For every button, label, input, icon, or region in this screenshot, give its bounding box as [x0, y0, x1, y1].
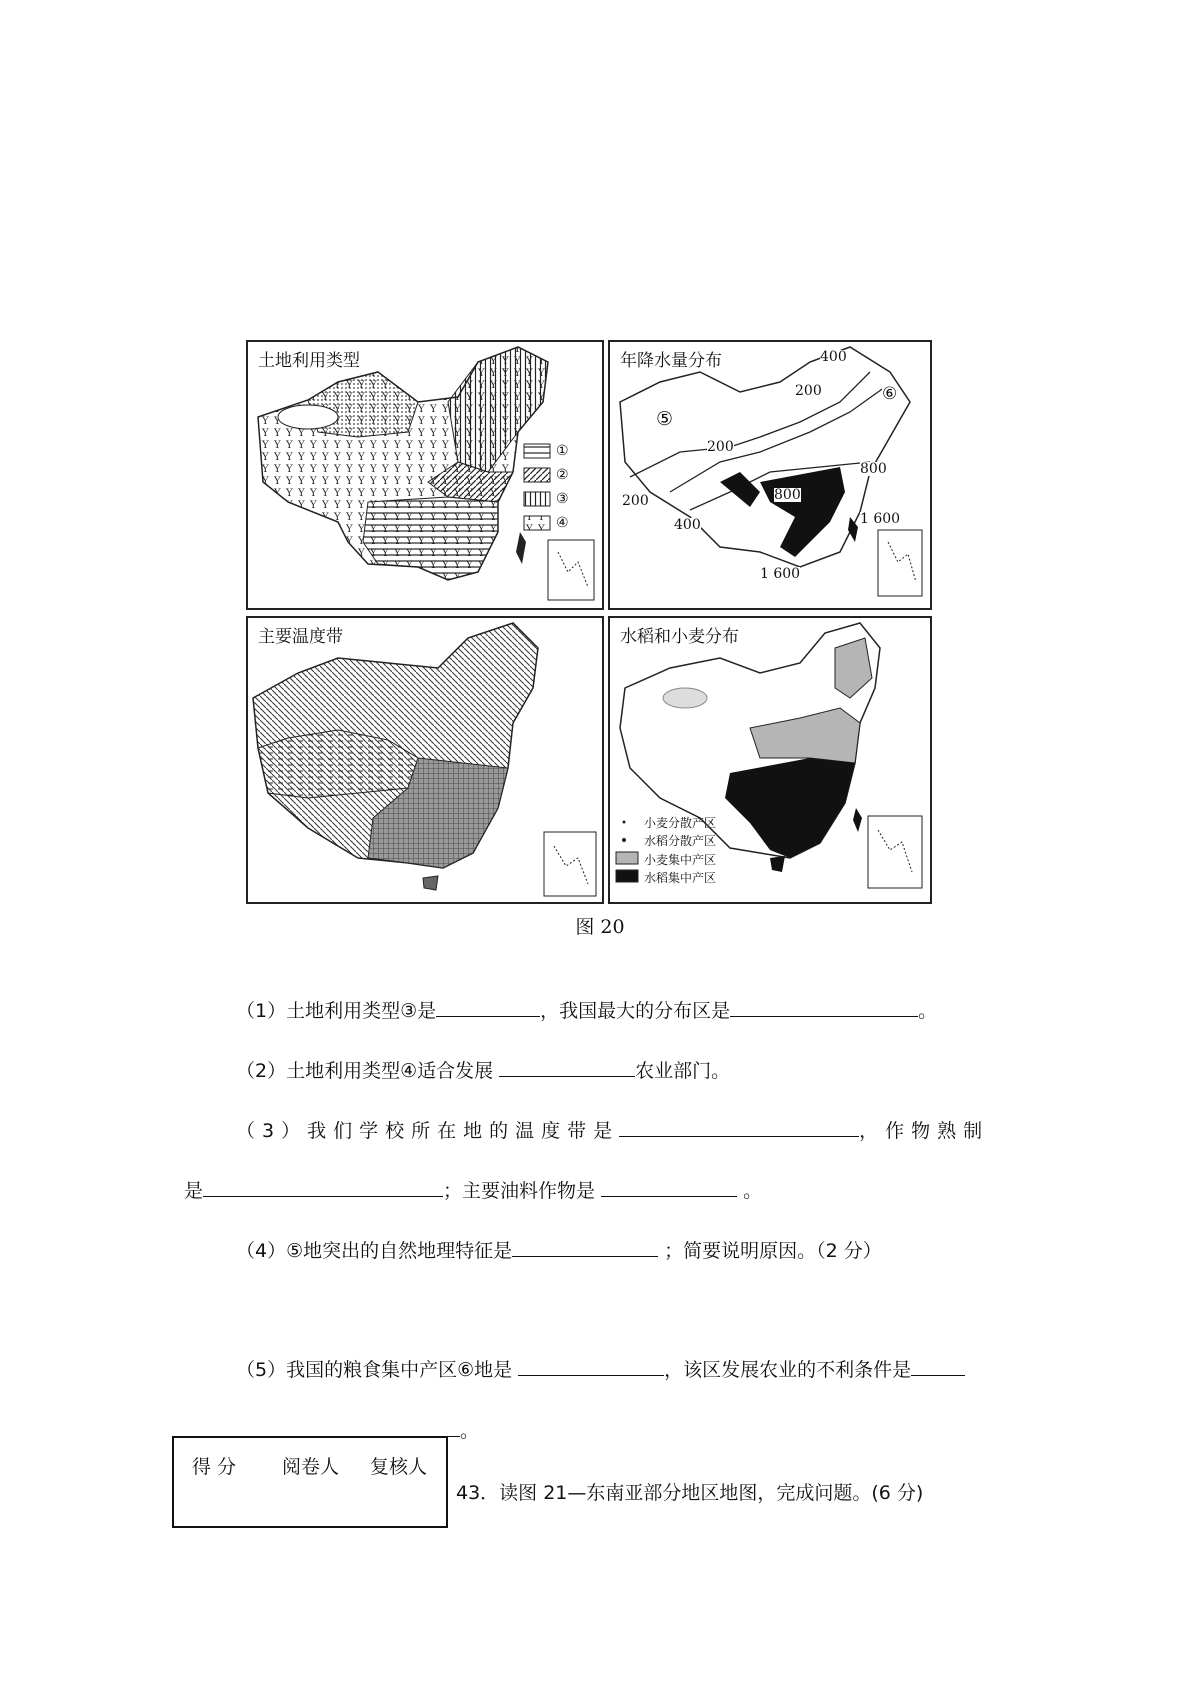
region-label-5: ⑤	[656, 408, 674, 430]
answer-blank[interactable]	[730, 998, 918, 1017]
inset-box	[548, 540, 594, 600]
inset-box	[878, 530, 922, 596]
question-3-line1: （3）我们学校所在地的温度带是 ，作物熟制	[236, 1120, 990, 1142]
legend-symbol-rice-concentrated	[616, 870, 638, 882]
legend-label-wheat-concentrated: 小麦集中产区	[644, 853, 717, 867]
legend-box-3	[524, 492, 550, 506]
isoline-label: 200	[795, 383, 822, 399]
legend-label-rice-concentrated: 水稻集中产区	[644, 871, 717, 885]
answer-blank[interactable]	[184, 1418, 460, 1437]
map-title: 水稻和小麦分布	[618, 622, 741, 647]
legend-box-2	[524, 468, 550, 482]
legend-symbol-wheat-scattered	[623, 821, 626, 824]
legend-label-rice-scattered: 水稻分散产区	[644, 834, 717, 848]
question-5-line1: （5）我国的粮食集中产区⑥地是 ，该区发展农业的不利条件是	[236, 1355, 965, 1382]
answer-blank[interactable]	[512, 1238, 658, 1257]
legend-box-1	[524, 444, 550, 458]
answer-blank[interactable]	[619, 1118, 859, 1137]
isoline-label: 400	[820, 349, 847, 365]
land-use-map-graphic	[248, 342, 602, 608]
map-temperature	[246, 616, 604, 904]
legend-box-4	[524, 516, 550, 530]
isoline-label: 800	[774, 487, 801, 503]
legend-label-2: ②	[556, 467, 569, 483]
legend-label-1: ①	[556, 443, 569, 459]
legend-label-wheat-scattered: 小麦分散产区	[644, 816, 717, 830]
legend-label-4: ④	[556, 515, 569, 531]
grader-label: 阅卷人	[282, 1456, 340, 1478]
inset-box	[544, 832, 596, 896]
map-title: 年降水量分布	[618, 346, 724, 371]
question-4: （4）⑤地突出的自然地理特征是 ；简要说明原因。（2 分）	[236, 1240, 882, 1262]
score-label: 得 分	[192, 1456, 237, 1478]
reviewer-label: 复核人	[370, 1456, 428, 1478]
region-label-6: ⑥	[882, 384, 898, 404]
question-43: 43．读图 21—东南亚部分地区地图，完成问题。(6 分)	[456, 1482, 924, 1504]
isoline-label: 800	[860, 461, 887, 477]
isoline-label: 400	[674, 517, 701, 533]
answer-blank[interactable]	[518, 1357, 664, 1376]
legend-symbol-rice-scattered	[622, 838, 626, 842]
answer-blank[interactable]	[601, 1178, 737, 1197]
map-land-use	[246, 340, 604, 610]
map-precipitation	[608, 340, 932, 610]
isoline-label: 200	[622, 493, 649, 509]
isoline-label: 200	[707, 439, 734, 455]
answer-blank[interactable]	[911, 1357, 965, 1376]
isoline-label: 1 600	[860, 511, 901, 527]
map-title: 主要温度带	[256, 622, 345, 647]
isoline-label: 1 600	[760, 566, 801, 582]
answer-blank[interactable]	[499, 1058, 635, 1077]
answer-blank[interactable]	[203, 1178, 443, 1197]
legend-symbol-wheat-concentrated	[616, 852, 638, 864]
legend-label-3: ③	[556, 491, 569, 507]
question-3-line2: 是 ；主要油料作物是 。	[184, 1180, 763, 1202]
map-crops	[608, 616, 932, 904]
answer-blank[interactable]	[436, 998, 540, 1017]
figure-caption: 图 20	[575, 916, 625, 938]
inset-box	[868, 816, 922, 888]
question-1: （1）土地利用类型③是 ，我国最大的分布区是 。	[236, 1000, 938, 1022]
question-5-line2: 。	[184, 1416, 479, 1443]
score-box	[172, 1436, 448, 1528]
map-title: 土地利用类型	[256, 346, 362, 371]
temperature-map-graphic	[248, 618, 602, 902]
question-2: （2）土地利用类型④适合发展 农业部门。	[236, 1060, 731, 1082]
